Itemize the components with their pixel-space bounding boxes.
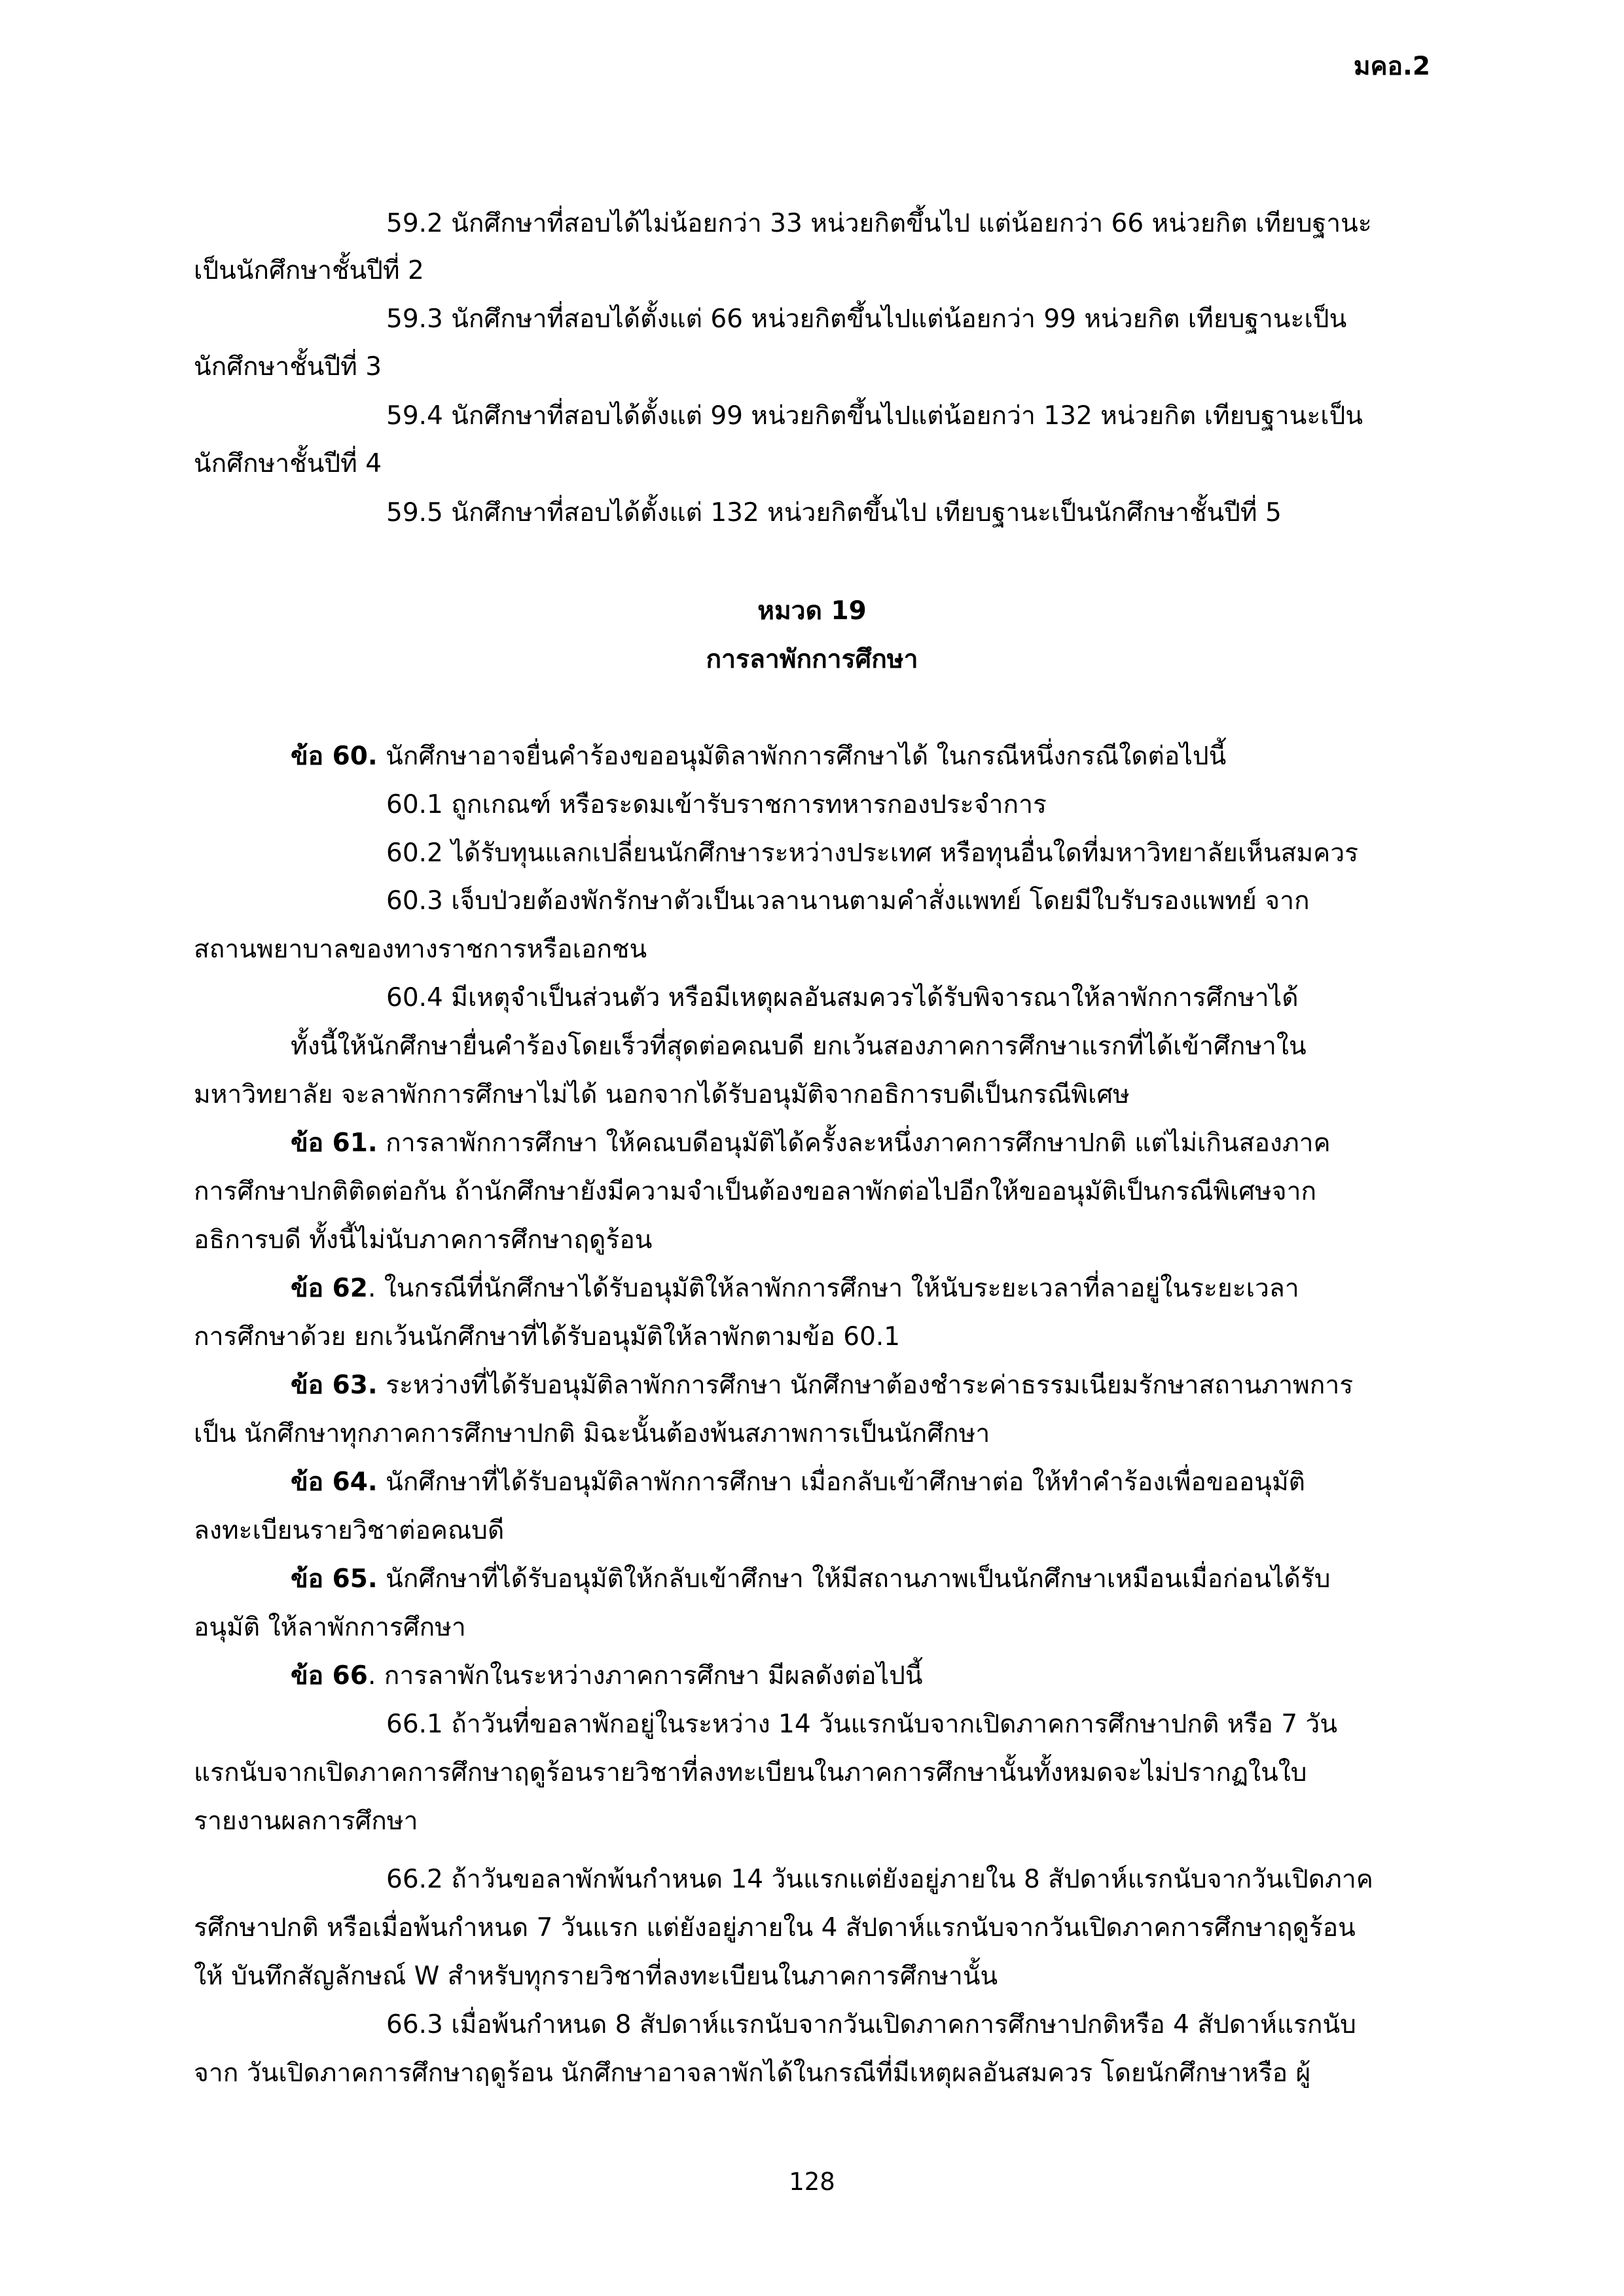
clause-text: การลาพักการศึกษา ให้คณบดีอนุมัติได้ครั้งละหนึ่งภาคการศึกษาปกติ แต่ไม่เกินสองภาค	[377, 1128, 1331, 1158]
clause-62-line	[291, 1268, 1428, 1310]
clause-text: . การลาพักในระหว่างภาคการศึกษา มีผลดังต่อไปนี้	[367, 1661, 923, 1691]
text-line: แรกนับจากเปิดภาคการศึกษาฤดูร้อนรายวิชาที่ลงทะเบียนในภาคการศึกษานั้นทั้งหมดจะไม่ปรากฏในใบ	[194, 1758, 1307, 1787]
clause-61-line	[291, 1122, 1428, 1164]
clause-60-line	[291, 736, 1428, 778]
text-line: 59.4 นักศึกษาที่สอบได้ตั้งแต่ 99 หน่วยกิตขึ้นไปแต่น้อยกว่า 132 หน่วยกิต เทียบฐานะเป็น	[386, 401, 1363, 431]
chapter-number: หมวด 19	[757, 596, 867, 626]
text-line: ทั้งนี้ให้นักศึกษายื่นคำร้องโดยเร็วที่สุดต่อคณบดี ยกเว้นสองภาคการศึกษาแรกที่ได้เข้าศึกษาใน	[291, 1031, 1307, 1061]
clause-number: ข้อ 63.	[291, 1371, 378, 1400]
text-line: 60.3 เจ็บป่วยต้องพักรักษาตัวเป็นเวลานานตามคำสั่งแพทย์ โดยมีใบรับรองแพทย์ จาก	[386, 886, 1310, 916]
text-line: การศึกษาปกติติดต่อกัน ถ้านักศึกษายังมีความจำเป็นต้องขอลาพักต่อไปอีกให้ขออนุมัติเป็นกรณีพิเศษจาก	[194, 1177, 1317, 1206]
text-line: 59.5 นักศึกษาที่สอบได้ตั้งแต่ 132 หน่วยกิตขึ้นไป เทียบฐานะเป็นนักศึกษาชั้นปีที่ 5	[386, 498, 1282, 528]
text-line: มหาวิทยาลัย จะลาพักการศึกษาไม่ได้ นอกจากได้รับอนุมัติจากอธิการบดีเป็นกรณีพิเศษ	[194, 1080, 1130, 1109]
text-line: 59.2 นักศึกษาที่สอบได้ไม่น้อยกว่า 33 หน่วยกิตขึ้นไป แต่น้อยกว่า 66 หน่วยกิต เทียบฐานะ	[386, 209, 1372, 238]
clause-66-line	[291, 1655, 1428, 1697]
text-line: 66.3 เมื่อพ้นกำหนด 8 สัปดาห์แรกนับจากวันเปิดภาคการศึกษาปกติหรือ 4 สัปดาห์แรกนับ	[386, 2010, 1356, 2039]
clause-number: ข้อ 62	[291, 1274, 368, 1303]
clause-64-line	[291, 1462, 1428, 1503]
clause-63-line	[291, 1365, 1428, 1407]
text-line: 60.1 ถูกเกณฑ์ หรือระดมเข้ารับราชการทหารกองประจำการ	[386, 790, 1047, 819]
text-line: ให้ บันทึกสัญลักษณ์ W สำหรับทุกรายวิชาที่ลงทะเบียนในภาคการศึกษานั้น	[194, 1962, 998, 1991]
chapter-title: การลาพักการศึกษา	[706, 645, 918, 674]
text-line: 66.1 ถ้าวันที่ขอลาพักอยู่ในระหว่าง 14 วันแรกนับจากเปิดภาคการศึกษาปกติ หรือ 7 วัน	[386, 1710, 1337, 1739]
clause-number: ข้อ 65.	[291, 1564, 378, 1594]
text-line: 60.2 ได้รับทุนแลกเปลี่ยนนักศึกษาระหว่างประเทศ หรือทุนอื่นใดที่มหาวิทยาลัยเห็นสมควร	[386, 838, 1359, 868]
clause-65-line	[291, 1558, 1428, 1600]
clause-text: . ในกรณีที่นักศึกษาได้รับอนุมัติให้ลาพักการศึกษา ให้นับระยะเวลาที่ลาอยู่ในระยะเวลา	[367, 1274, 1299, 1303]
clause-text: นักศึกษาที่ได้รับอนุมัติลาพักการศึกษา เมื่อกลับเข้าศึกษาต่อ ให้ทำคำร้องเพื่อขออนุมัติ	[377, 1467, 1305, 1497]
clause-number: ข้อ 61.	[291, 1128, 378, 1158]
text-line: 60.4 มีเหตุจำเป็นส่วนตัว หรือมีเหตุผลอันสมควรได้รับพิจารณาให้ลาพักการศึกษาได้	[386, 983, 1299, 1013]
clause-text: นักศึกษาอาจยื่นคำร้องขออนุมัติลาพักการศึกษาได้ ในกรณีหนึ่งกรณีใดต่อไปนี้	[377, 742, 1227, 771]
text-line: อนุมัติ ให้ลาพักการศึกษา	[194, 1613, 466, 1642]
form-code: มคอ.2	[1353, 52, 1430, 81]
text-line: จาก วันเปิดภาคการศึกษาฤดูร้อน นักศึกษาอาจลาพักได้ในกรณีที่มีเหตุผลอันสมควร โดยนักศึกษาหรือ ผู้	[194, 2058, 1311, 2088]
clause-number: ข้อ 64.	[291, 1467, 378, 1497]
text-line: 66.2 ถ้าวันขอลาพักพ้นกำหนด 14 วันแรกแต่ยังอยู่ภายใน 8 สัปดาห์แรกนับจากวันเปิดภาค	[386, 1865, 1373, 1894]
text-line: อธิการบดี ทั้งนี้ไม่นับภาคการศึกษาฤดูร้อน	[194, 1225, 653, 1255]
text-line: รายงานผลการศึกษา	[194, 1806, 418, 1836]
text-line: นักศึกษาชั้นปีที่ 3	[194, 352, 382, 382]
text-line: 59.3 นักศึกษาที่สอบได้ตั้งแต่ 66 หน่วยกิตขึ้นไปแต่น้อยกว่า 99 หน่วยกิต เทียบฐานะเป็น	[386, 304, 1347, 334]
text-line: สถานพยาบาลของทางราชการหรือเอกชน	[194, 935, 647, 964]
text-line: เป็นนักศึกษาชั้นปีที่ 2	[194, 256, 424, 285]
clause-number: ข้อ 66	[291, 1661, 368, 1691]
text-line: ลงทะเบียนรายวิชาต่อคณบดี	[194, 1516, 505, 1545]
clause-text: นักศึกษาที่ได้รับอนุมัติให้กลับเข้าศึกษา ให้มีสถานภาพเป็นนักศึกษาเหมือนเมื่อก่อนได้รับ	[377, 1564, 1331, 1594]
clause-text: ระหว่างที่ได้รับอนุมัติลาพักการศึกษา นักศึกษาต้องชำระค่าธรรมเนียมรักษาสถานภาพการ	[377, 1371, 1354, 1400]
text-line: นักศึกษาชั้นปีที่ 4	[194, 449, 382, 478]
clause-number: ข้อ 60.	[291, 742, 378, 771]
page-number: 128	[789, 2168, 835, 2196]
text-line: รศึกษาปกติ หรือเมื่อพ้นกำหนด 7 วันแรก แต่ยังอยู่ภายใน 4 สัปดาห์แรกนับจากวันเปิดภาคการศึกษาฤดูร้อน	[194, 1913, 1356, 1943]
text-line: เป็น นักศึกษาทุกภาคการศึกษาปกติ มิฉะนั้นต้องพ้นสภาพการเป็นนักศึกษา	[194, 1419, 990, 1448]
text-line: การศึกษาด้วย ยกเว้นนักศึกษาที่ได้รับอนุมัติให้ลาพักตามข้อ 60.1	[194, 1322, 901, 1352]
